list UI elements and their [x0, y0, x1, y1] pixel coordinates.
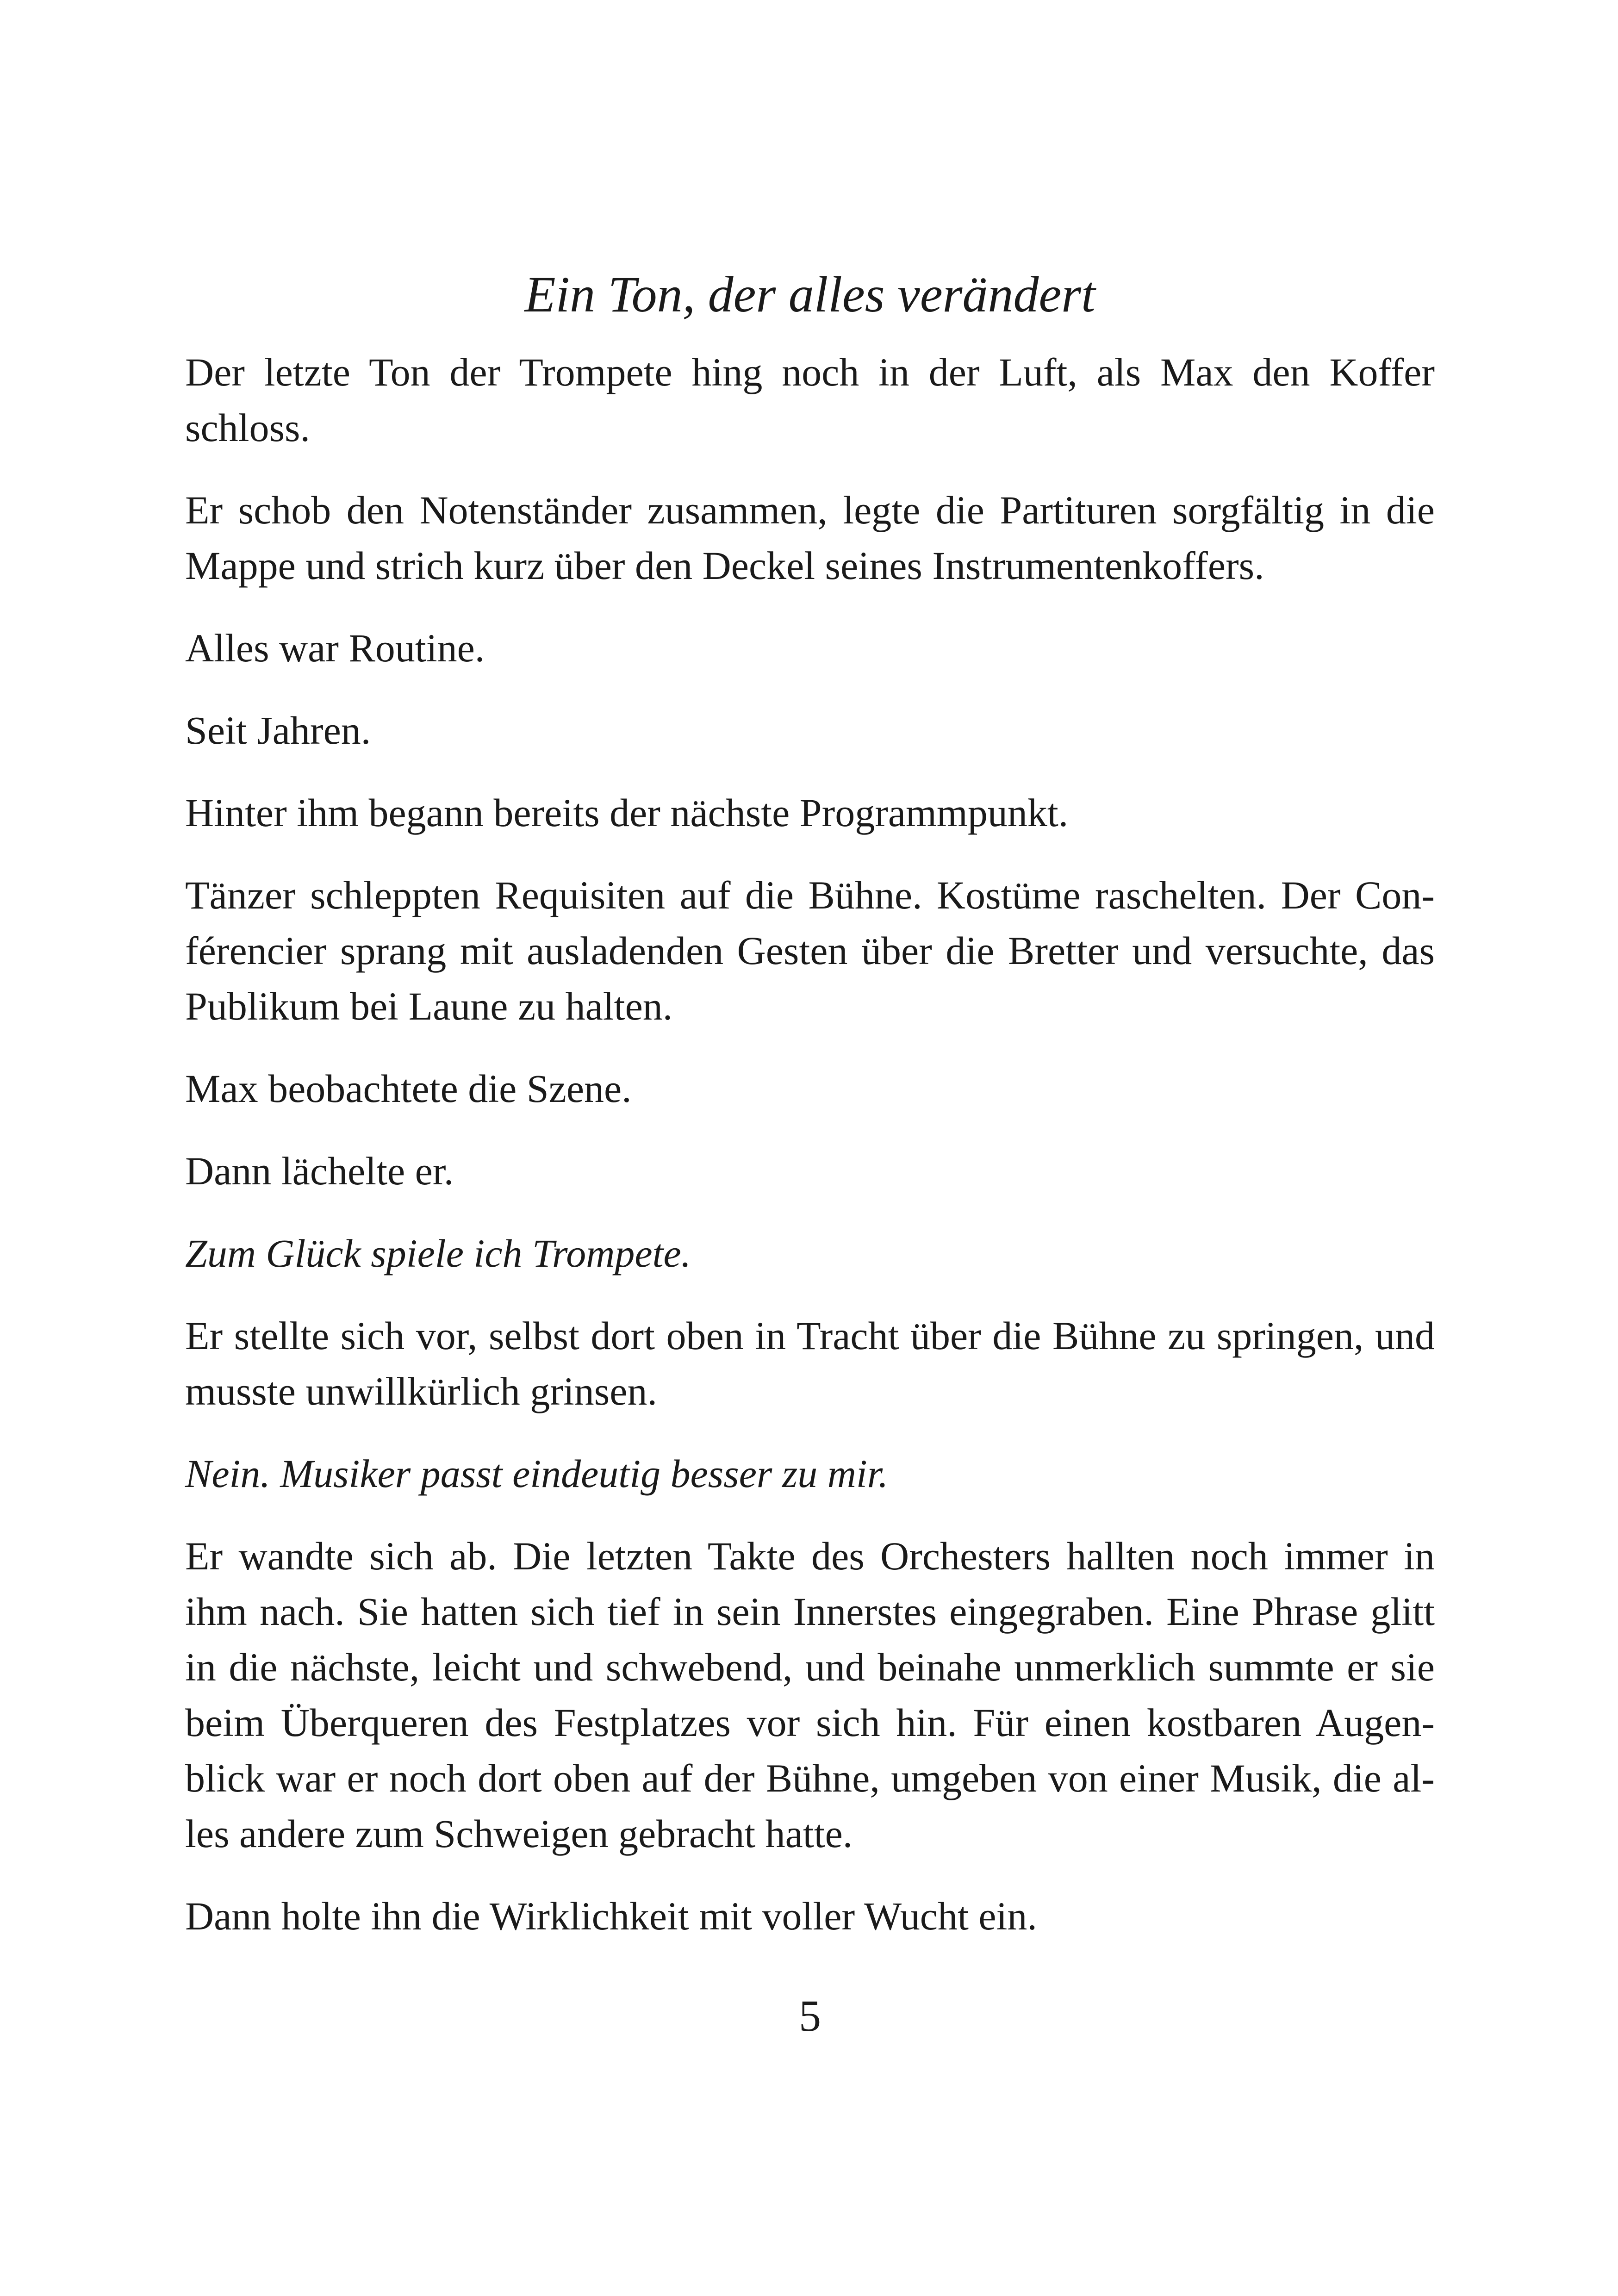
paragraph: Alles war Routine. [185, 626, 485, 670]
paragraph: Dann holte ihn die Wirklichkeit mit voller Wucht ein. [185, 1894, 1037, 1938]
paragraph: Der letzte Ton der Trompete hing noch in der Luft, als Max den Koffer schloss. [185, 350, 1435, 450]
paragraph: Er stellte sich vor, selbst dort oben in Tracht über die Bühne zu springen, und musste unwillkürlich grinsen. [185, 1313, 1435, 1413]
paragraph: Dann lächelte er. [185, 1149, 454, 1193]
italic-thought: Nein. Musiker passt eindeutig besser zu mir. [185, 1451, 889, 1496]
page-number: 5 [799, 1991, 821, 2041]
paragraph: Tänzer schleppten Requisiten auf die Bühne. Kostüme raschelten. Der Conférencier sprang mit ausladenden Gesten über die Bretter und versuchte, das Publikum bei Laune zu halten. [185, 873, 1435, 1028]
paragraph: Hinter ihm begann bereits der nächste Programmpunkt. [185, 790, 1069, 835]
paragraph: Er schob den Notenständer zusammen, legte die Partituren sorgfältig in die Mappe und strich kurz über den Deckel seines Instrumentenkoffers. [185, 488, 1435, 588]
body-text [185, 344, 1435, 1971]
paragraph: Max beobachtete die Szene. [185, 1066, 632, 1111]
paragraph: Er wandte sich ab. Die letzten Takte des Orchesters hallten noch immer in ihm nach. Sie hatten sich tief in sein Innerstes eingegraben. Eine Phrase glitt in die nächste, leicht und schwebend, und beinahe unmerklich summte er sie beim Überqueren des Festplatzes vor sich hin. Für einen kostbaren Augenblick war er noch dort oben auf der Bühne, umgeben von einer Musik, die alles andere zum Schweigen gebracht hatte. [185, 1534, 1435, 1856]
paragraph: Seit Jahren. [185, 708, 371, 753]
italic-thought: Zum Glück spiele ich Trompete. [185, 1231, 691, 1276]
book-page [185, 0, 1435, 2296]
chapter-title: Ein Ton, der alles verändert [524, 266, 1095, 323]
